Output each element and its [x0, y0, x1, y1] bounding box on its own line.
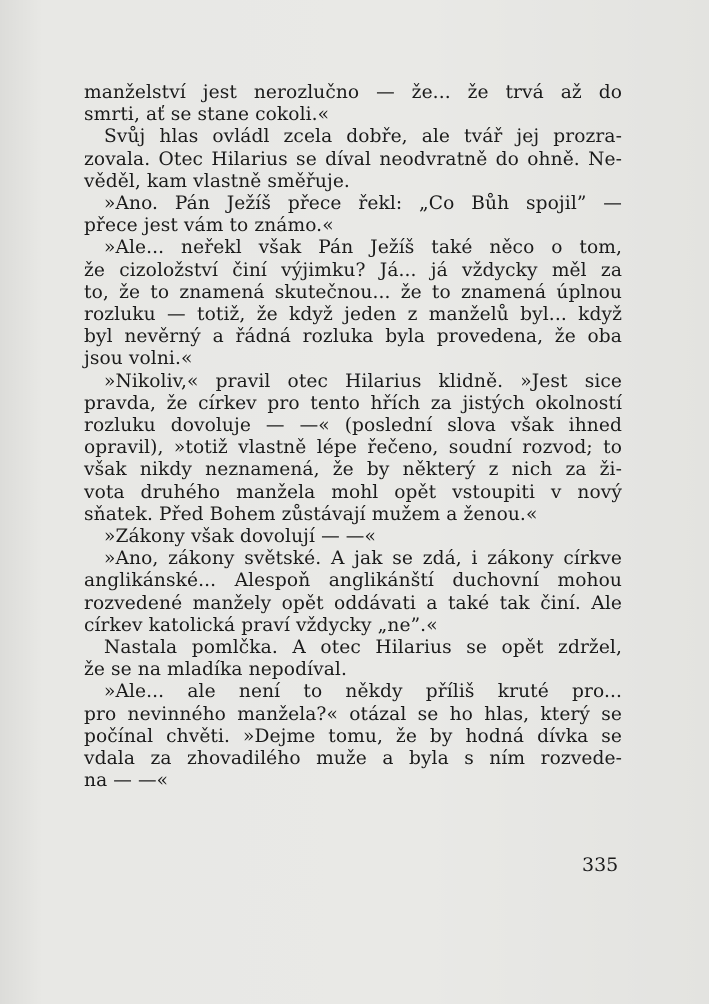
text-line: pro nevinného manžela?« otázal se ho hlas, který se [84, 703, 622, 725]
text-line: zovala. Otec Hilarius se díval neodvratně do ohně. Ne- [84, 148, 622, 170]
text-line: rozluku dovoluje — —« (poslední slova však ihned [84, 415, 622, 437]
text-line: smrti, ať se stane cokoli.« [84, 104, 330, 126]
text-line: »Ale... neřekl však Pán Ježíš také něco o tom, [104, 237, 622, 259]
text-line: »Ano. Pán Ježíš přece řekl: „Co Bůh spojil” — [104, 193, 622, 215]
text-line: že se na mladíka nepodíval. [84, 659, 347, 681]
page-text [84, 82, 622, 793]
text-line: Svůj hlas ovládl zcela dobře, ale tvář jej prozra- [104, 126, 622, 148]
text-line: »Zákony však dovolují — —« [104, 526, 376, 548]
text-line: vota druhého manžela mohl opět vstoupiti v nový [84, 481, 622, 503]
text-line: církev katolická praví vždycky „ne”.« [84, 614, 438, 636]
text-line: to, že to znamená skutečnou... že to znamená úplnou [84, 281, 622, 303]
text-line: počínal chvěti. »Dejme tomu, že by hodná dívka se [84, 725, 622, 747]
text-line: přece jest vám to známo.« [84, 215, 334, 237]
text-line: »Ano, zákony světské. A jak se zdá, i zákony církve [104, 548, 622, 570]
text-line: manželství jest nerozlučno — že... že trvá až do [84, 82, 622, 103]
text-line: »Nikoliv,« pravil otec Hilarius klidně. »Jest sice [104, 370, 622, 392]
text-line: jsou volni.« [84, 348, 193, 370]
text-line: anglikánské... Alespoň anglikánští duchovní mohou [84, 570, 622, 592]
text-line: Nastala pomlčka. A otec Hilarius se opět zdržel, [104, 637, 622, 659]
text-line: »Ale... ale není to někdy příliš kruté pro... [104, 681, 622, 703]
text-line: sňatek. Před Bohem zůstávají mužem a ženou.« [84, 503, 538, 525]
text-line: pravda, že církev pro tento hřích za jistých okolností [84, 392, 622, 414]
text-line: že cizoložství činí výjimku? Já... já vždycky měl za [84, 259, 622, 281]
text-line: rozvedené manžely opět oddávati a také tak činí. Ale [84, 592, 622, 614]
text-line: na — —« [84, 770, 169, 792]
text-line: věděl, kam vlastně směřuje. [84, 170, 350, 192]
text-line: však nikdy neznamená, že by některý z nich za ži- [84, 459, 622, 481]
text-line: byl nevěrný a řádná rozluka byla provedena, že oba [84, 326, 622, 348]
text-line: rozluku — totiž, že když jeden z manželů byl... když [84, 304, 622, 326]
text-line: opravil), »totiž vlastně lépe řečeno, soudní rozvod; to [84, 437, 622, 459]
page-number: 335 [582, 854, 619, 876]
text-line: vdala za zhovadilého muže a byla s ním rozvede- [84, 748, 622, 770]
